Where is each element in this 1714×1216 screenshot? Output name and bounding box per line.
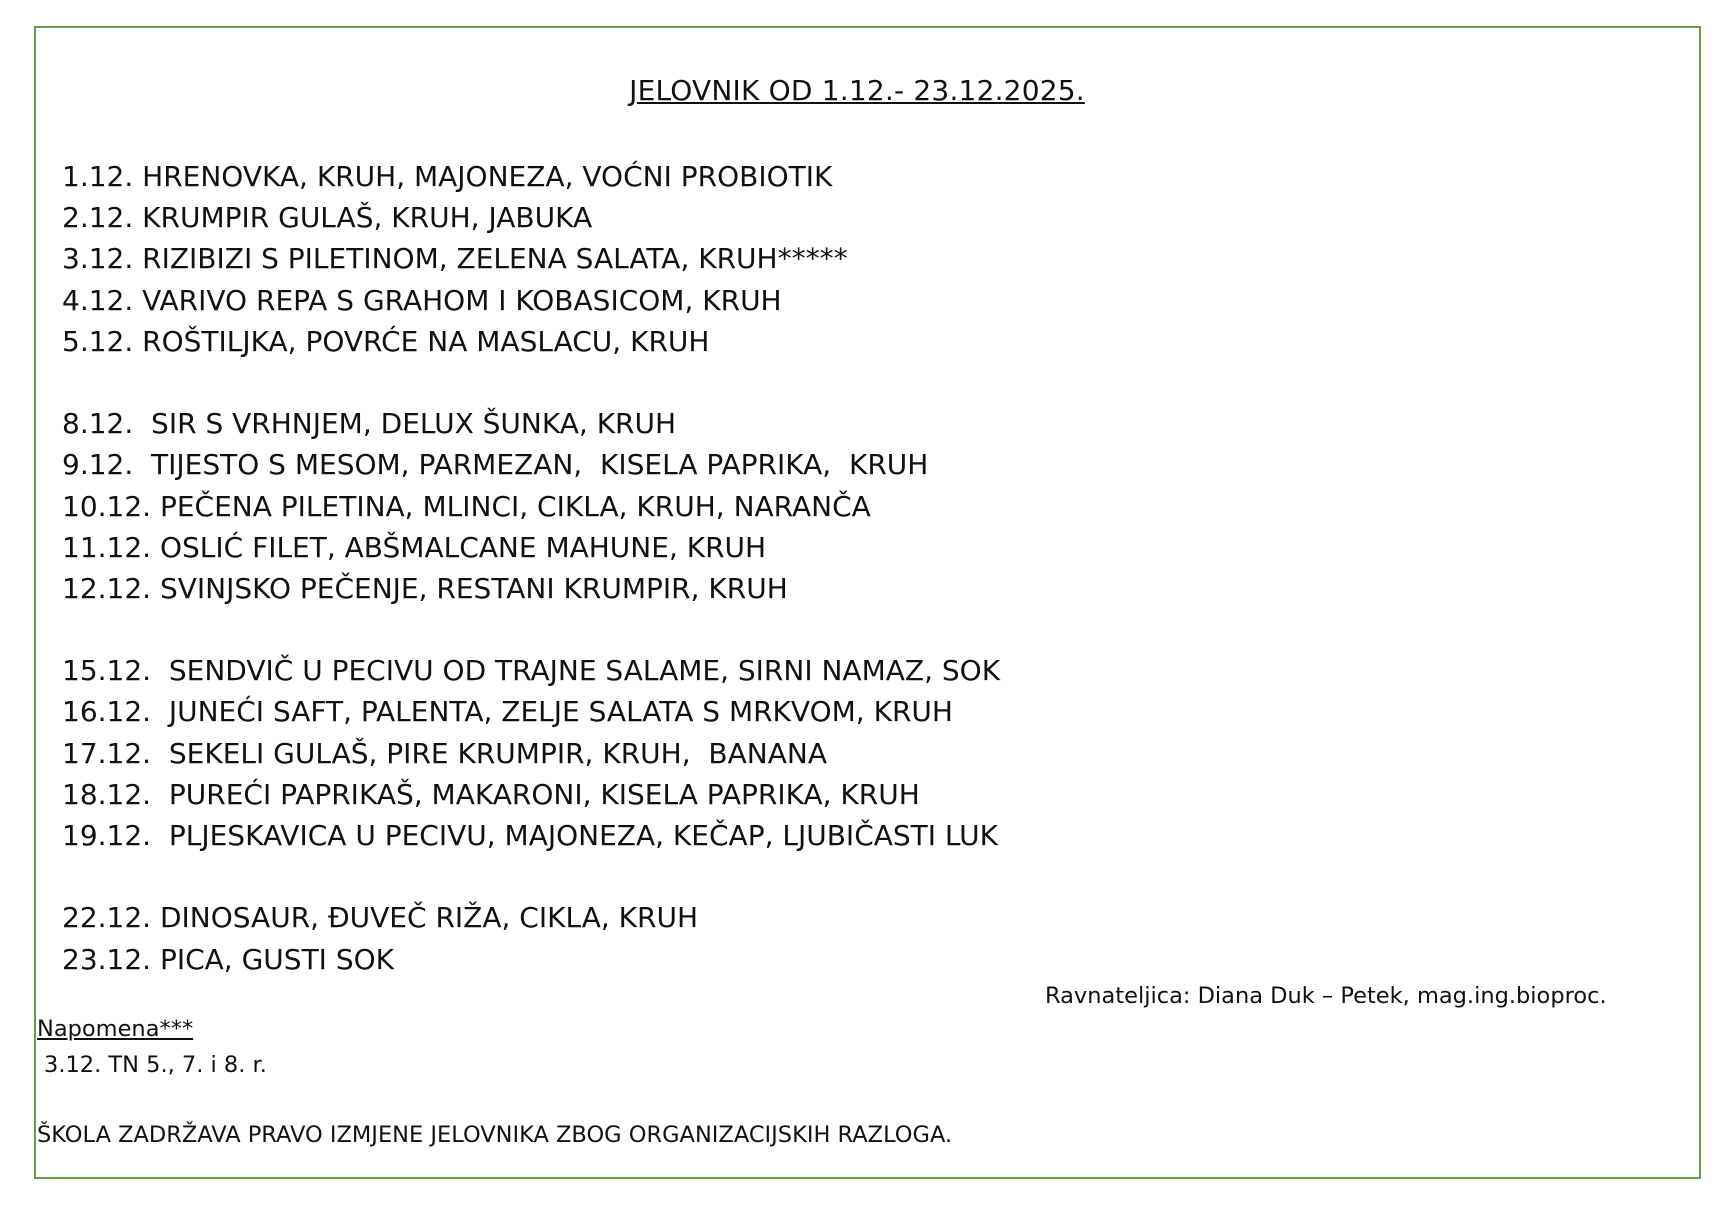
menu-meal: PLJESKAVICA U PECIVU, MAJONEZA, KEČAP, LJUBIČASTI LUK	[151, 819, 998, 852]
menu-item	[62, 403, 1000, 444]
menu-item	[62, 691, 1000, 732]
menu-date: 8.12.	[62, 407, 134, 441]
menu-meal: PUREĆI PAPRIKAŠ, MAKARONI, KISELA PAPRIKA, KRUH	[151, 777, 920, 811]
menu-item	[62, 650, 1000, 691]
menu-title: JELOVNIK OD 1.12.- 23.12.2025.	[629, 74, 1085, 107]
menu-item	[62, 527, 1000, 568]
menu-item	[62, 280, 1000, 321]
menu-item	[62, 238, 1000, 279]
menu-date: 4.12.	[62, 283, 134, 317]
menu-date: 19.12.	[62, 819, 152, 852]
menu-date: 18.12.	[62, 777, 152, 811]
menu-meal: RIZIBIZI S PILETINOM, ZELENA SALATA, KRUH*****	[133, 242, 848, 276]
menu-item	[62, 939, 1000, 980]
menu-meal: KRUMPIR GULAŠ, KRUH, JABUKA	[133, 201, 593, 235]
menu-date: 12.12.	[62, 571, 152, 605]
menu-item	[62, 568, 1000, 609]
menu-meal: PICA, GUSTI SOK	[151, 942, 395, 976]
menu-date: 2.12.	[62, 201, 134, 235]
menu-meal: SENDVIČ U PECIVU OD TRAJNE SALAME, SIRNI NAMAZ, SOK	[151, 654, 1001, 688]
menu-meal: PEČENA PILETINA, MLINCI, CIKLA, KRUH, NARANČA	[151, 489, 871, 523]
menu-item	[62, 774, 1000, 815]
menu-date: 5.12.	[62, 324, 134, 358]
disclaimer: ŠKOLA ZADRŽAVA PRAVO IZMJENE JELOVNIKA ZBOG ORGANIZACIJSKIH RAZLOGA.	[37, 1122, 953, 1148]
menu-meal: DINOSAUR, ĐUVEČ RIŽA, CIKLA, KRUH	[151, 901, 699, 935]
menu-meal: SEKELI GULAŠ, PIRE KRUMPIR, KRUH, BANANA	[151, 736, 827, 770]
menu-meal: OSLIĆ FILET, ABŠMALCANE MAHUNE, KRUH	[151, 530, 767, 564]
menu-date: 9.12.	[62, 448, 134, 482]
principal-signature: Ravnateljica: Diana Duk – Petek, mag.ing.bioproc.	[1045, 983, 1607, 1009]
menu-item	[62, 444, 1000, 485]
menu-date: 16.12.	[62, 695, 152, 729]
menu-item	[62, 156, 1000, 197]
menu-meal: SIR S VRHNJEM, DELUX ŠUNKA, KRUH	[133, 407, 677, 441]
menu-meal: VARIVO REPA S GRAHOM I KOBASICOM, KRUH	[133, 283, 782, 317]
menu-list	[62, 156, 1000, 980]
menu-date: 11.12.	[62, 530, 152, 564]
menu-date: 10.12.	[62, 489, 152, 523]
note-text: 3.12. TN 5., 7. i 8. r.	[44, 1052, 267, 1078]
menu-meal: ROŠTILJKA, POVRĆE NA MASLACU, KRUH	[133, 324, 710, 358]
menu-item	[62, 486, 1000, 527]
menu-date: 3.12.	[62, 242, 134, 276]
menu-item	[62, 321, 1000, 362]
menu-meal: TIJESTO S MESOM, PARMEZAN, KISELA PAPRIKA, KRUH	[133, 448, 929, 482]
note-title: Napomena***	[37, 1016, 194, 1042]
menu-date: 22.12.	[62, 901, 152, 935]
menu-date: 17.12.	[62, 736, 152, 770]
menu-item	[62, 733, 1000, 774]
menu-item	[62, 815, 1000, 856]
menu-date: 1.12.	[62, 160, 134, 193]
menu-item	[62, 897, 1000, 938]
menu-meal: HRENOVKA, KRUH, MAJONEZA, VOĆNI PROBIOTIK	[133, 160, 833, 193]
menu-meal: JUNEĆI SAFT, PALENTA, ZELJE SALATA S MRKVOM, KRUH	[151, 695, 953, 729]
menu-date: 15.12.	[62, 654, 152, 688]
menu-date: 23.12.	[62, 942, 152, 976]
menu-meal: SVINJSKO PEČENJE, RESTANI KRUMPIR, KRUH	[151, 571, 788, 605]
menu-item	[62, 197, 1000, 238]
